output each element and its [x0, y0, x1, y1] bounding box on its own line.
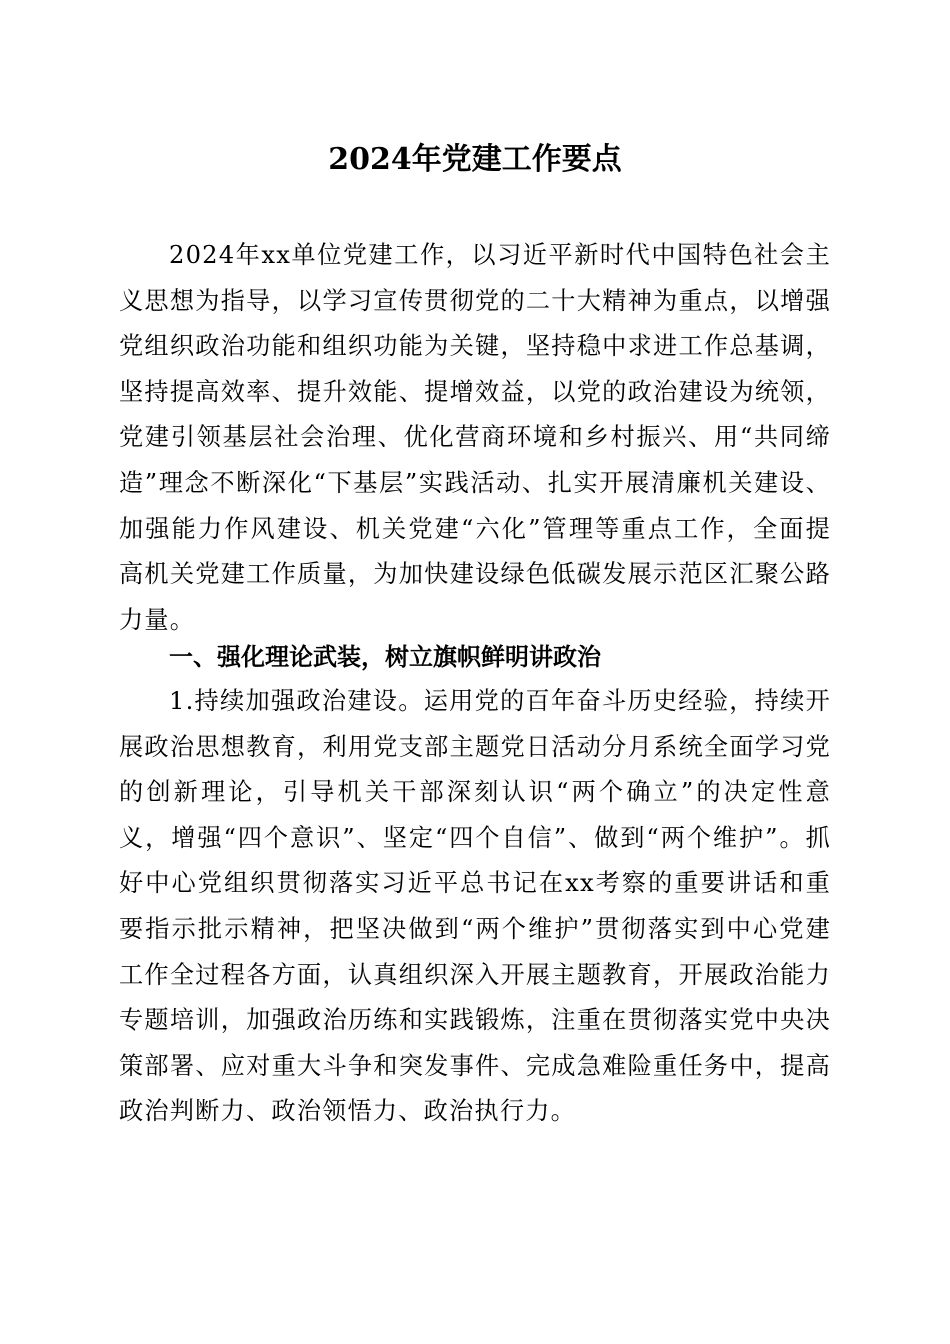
intro-paragraph: 2024年xx单位党建工作，以习近平新时代中国特色社会主义思想为指导，以学习宣传贯彻党的二十大精神为重点，以增强党组织政治功能和组织功能为关键，坚持稳中求进工作总基调，坚持提高效率、提升效能、提增效益，以党的政治建设为统领，党建引领基层社会治理、优化营商环境和乡村振兴、用“共同缔造”理念不断深化“下基层”实践活动、扎实开展清廉机关建设、加强能力作风建设、机关党建“六化”管理等重点工作，全面提高机关党建工作质量，为加快建设绿色低碳发展示范区汇聚公路力量。 — [119, 241, 831, 634]
item-paragraph: 1.持续加强政治建设。运用党的百年奋斗历史经验，持续开展政治思想教育，利用党支部主题党日活动分月系统全面学习党的创新理论，引导机关干部深刻认识“两个确立”的决定性意义，增强“四个意识”、坚定“四个自信”、做到“两个维护”。抓好中心党组织贯彻落实习近平总书记在xx考察的重要讲话和重要指示批示精神，把坚决做到“两个维护”贯彻落实到中心党建工作全过程各方面，认真组织深入开展主题教育，开展政治能力专题培训，加强政治历练和实践锻炼，注重在贯彻落实党中央决策部署、应对重大斗争和突发事件、完成急难险重任务中，提高政治判断力、政治领悟力、政治执行力。 — [119, 687, 831, 1126]
document-title: 2024年党建工作要点 — [328, 142, 622, 177]
section-heading: 一、强化理论武装，树立旗帜鲜明讲政治 — [169, 643, 601, 671]
